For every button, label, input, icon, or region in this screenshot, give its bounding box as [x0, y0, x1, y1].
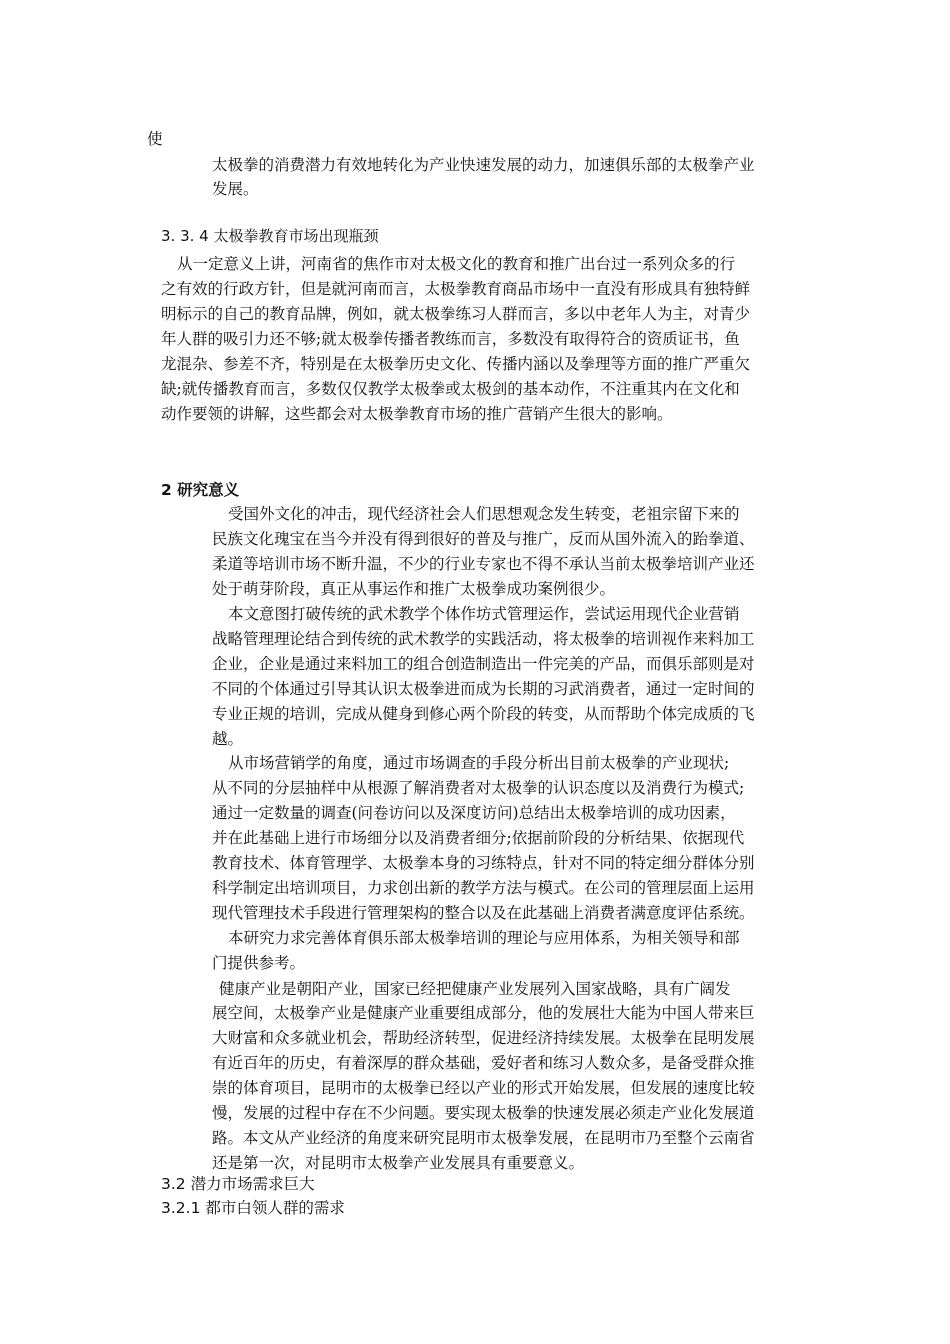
text-line: 健康产业是朝阳产业，国家已经把健康产业发展列入国家战略，具有广阔发: [219, 980, 731, 998]
text-line: 缺;就传播教育而言，多数仅仅教学太极拳或太极剑的基本动作，不注重其内在文化和: [161, 380, 740, 398]
section-heading: 3. 3. 4 太极拳教育市场出现瓶颈: [161, 227, 379, 245]
text-line: 专业正规的培训，完成从健身到修心两个阶段的转变，从而帮助个体完成质的飞: [212, 705, 755, 723]
section-heading: 2 研究意义: [161, 481, 240, 499]
section-heading: 3.2.1 都市白领人群的需求: [161, 1199, 345, 1217]
text-line: 不同的个体通过引导其认识太极拳进而成为长期的习武消费者，通过一定时间的: [212, 680, 755, 698]
text-line: 还是第一次，对昆明市太极拳产业发展具有重要意义。: [212, 1154, 585, 1172]
text-line: 路。本文从产业经济的角度来研究昆明市太极拳发展，在昆明市乃至整个云南省: [212, 1129, 755, 1147]
text-line: 越。: [212, 730, 244, 748]
text-line: 发展。: [212, 180, 259, 198]
text-line: 之有效的行政方针，但是就河南而言，太极拳教育商品市场中一直没有形成具有独特鲜: [161, 280, 751, 298]
text-line: 从一定意义上讲，河南省的焦作市对太极文化的教育和推广出台过一系列众多的行: [177, 255, 736, 273]
text-line: 本文意图打破传统的武术教学个体作坊式管理运作，尝试运用现代企业营销: [228, 605, 740, 623]
text-line: 慢，发展的过程中存在不少问题。要实现太极拳的快速发展必须走产业化发展道: [212, 1104, 755, 1122]
text-line: 崇的体育项目，昆明市的太极拳已经以产业的形式开始发展，但发展的速度比较: [212, 1079, 755, 1097]
text-line: 科学制定出培训项目，力求创出新的教学方法与模式。在公司的管理层面上运用: [212, 879, 755, 897]
text-line: 战略管理理论结合到传统的武术教学的实践活动，将太极拳的培训视作来料加工: [212, 630, 755, 648]
text-line: 处于萌芽阶段，真正从事运作和推广太极拳成功案例很少。: [212, 580, 616, 598]
text-line: 动作要领的讲解，这些都会对太极拳教育市场的推广营销产生很大的影响。: [161, 405, 673, 423]
text-line: 并在此基础上进行市场细分以及消费者细分;依据前阶段的分析结果、依据现代: [212, 829, 745, 847]
text-line: 柔道等培训市场不断升温，不少的行业专家也不得不承认当前太极拳培训产业还: [212, 555, 755, 573]
section-heading: 3.2 潜力市场需求巨大: [161, 1175, 315, 1193]
text-line: 龙混杂、参差不齐，特别是在太极拳历史文化、传播内涵以及拳理等方面的推广严重欠: [161, 355, 751, 373]
text-line: 从不同的分层抽样中从根源了解消费者对太极拳的认识态度以及消费行为模式;: [212, 779, 745, 797]
text-line: 现代管理技术手段进行管理架构的整合以及在此基础上消费者满意度评估系统。: [212, 904, 755, 922]
text-line: 通过一定数量的调查(问卷访问以及深度访问)总结出太极拳培训的成功因素，: [212, 804, 736, 822]
text-line: 企业，企业是通过来料加工的组合创造制造出一件完美的产品，而俱乐部则是对: [212, 655, 755, 673]
text-line: 门提供参考。: [212, 954, 306, 972]
text-line: 明标示的自己的教育品牌，例如，就太极拳练习人群而言，多以中老年人为主，对青少: [161, 305, 751, 323]
text-line: 太极拳的消费潜力有效地转化为产业快速发展的动力，加速俱乐部的太极拳产业: [212, 156, 755, 174]
text-line: 展空间，太极拳产业是健康产业重要组成部分，他的发展壮大能为中国人带来巨: [212, 1004, 755, 1022]
text-line: 使: [147, 130, 163, 148]
text-line: 年人群的吸引力还不够;就太极拳传播者教练而言，多数没有取得符合的资质证书，鱼: [161, 330, 740, 348]
text-line: 大财富和众多就业机会，帮助经济转型，促进经济持续发展。太极拳在昆明发展: [212, 1029, 755, 1047]
text-line: 从市场营销学的角度，通过市场调查的手段分析出目前太极拳的产业现状;: [228, 754, 730, 772]
text-line: 民族文化瑰宝在当今并没有得到很好的普及与推广，反而从国外流入的跆拳道、: [212, 530, 755, 548]
text-line: 本研究力求完善体育俱乐部太极拳培训的理论与应用体系，为相关领导和部: [228, 929, 740, 947]
text-line: 教育技术、体育管理学、太极拳本身的习练特点，针对不同的特定细分群体分别: [212, 854, 755, 872]
text-line: 受国外文化的冲击，现代经济社会人们思想观念发生转变，老祖宗留下来的: [228, 505, 740, 523]
text-line: 有近百年的历史，有着深厚的群众基础，爱好者和练习人数众多，是备受群众推: [212, 1054, 755, 1072]
